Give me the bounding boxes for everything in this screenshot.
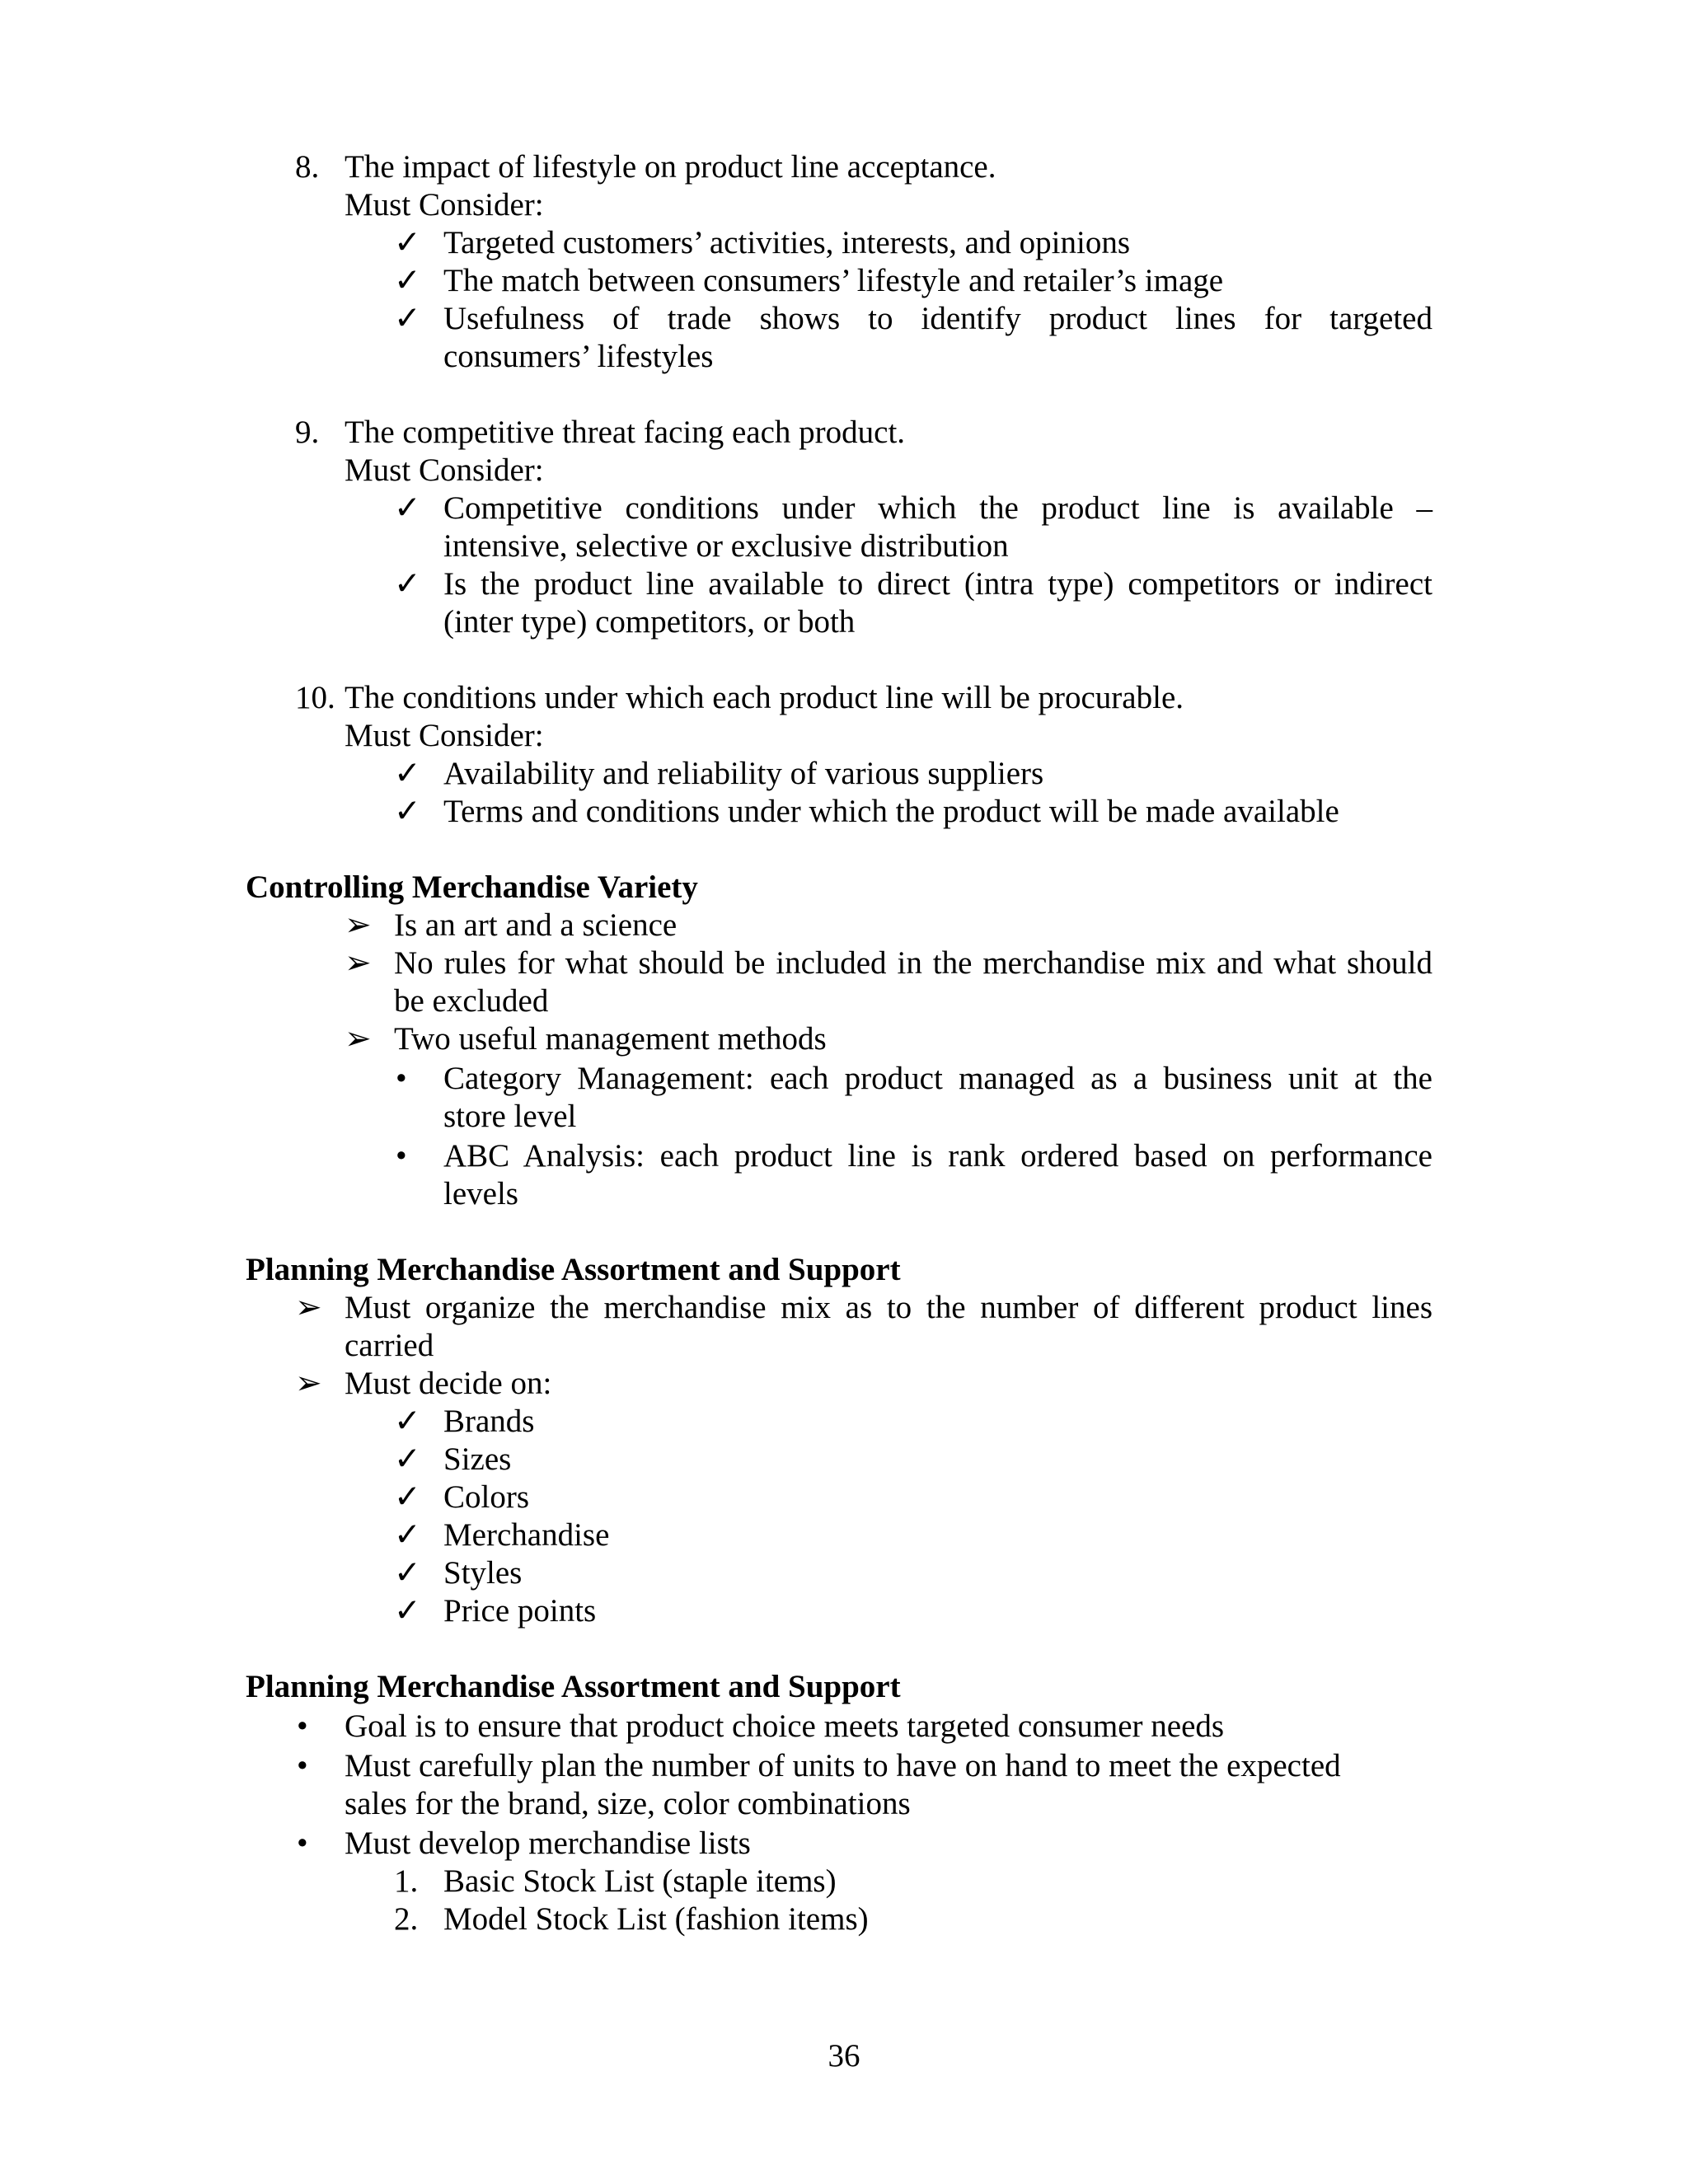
check-item: ✓ Styles bbox=[394, 1555, 523, 1591]
checkmark-icon: ✓ bbox=[394, 1517, 421, 1553]
check-item: ✓ The match between consumers’ lifestyle and retailer’s image bbox=[394, 263, 1224, 298]
arrow-bullet-icon: ➢ bbox=[345, 907, 372, 943]
check-item: ✓ Availability and reliability of various suppliers bbox=[394, 756, 1044, 791]
checkmark-icon: ✓ bbox=[394, 1479, 421, 1515]
checkmark-icon: ✓ bbox=[394, 1593, 421, 1629]
bullet-dot-icon: • bbox=[297, 1825, 308, 1861]
check-item: ✓ Price points bbox=[394, 1593, 597, 1629]
arrow-bullet-icon: ➢ bbox=[345, 1021, 372, 1057]
check-item: ✓ Terms and conditions under which the product will be made available bbox=[394, 794, 1339, 829]
checkmark-icon: ✓ bbox=[394, 263, 421, 298]
numbered-item-10 bbox=[0, 679, 1688, 717]
section-heading: Planning Merchandise Assortment and Support bbox=[246, 1252, 901, 1287]
bullet-dot-icon: • bbox=[297, 1748, 308, 1783]
checkmark-icon: ✓ bbox=[394, 1441, 421, 1477]
check-item: ✓ Merchandise bbox=[394, 1517, 610, 1553]
arrow-item: ➢ Must decide on: bbox=[295, 1366, 552, 1401]
numbered-list-item: 1. Basic Stock List (staple items) bbox=[394, 1863, 837, 1899]
checkmark-icon: ✓ bbox=[394, 756, 421, 791]
check-item: ✓ Brands bbox=[394, 1404, 535, 1439]
bullet-dot-icon: • bbox=[396, 1061, 407, 1096]
bullet-item: • ABC Analysis: each product line is rank ordered based on performance bbox=[396, 1138, 1432, 1174]
check-item: ✓ Targeted customers’ activities, interests, and opinions bbox=[394, 225, 1131, 260]
checkmark-icon: ✓ bbox=[394, 1555, 421, 1591]
item-title: The conditions under which each product line will be procurable. bbox=[345, 680, 1184, 715]
bullet-item: • Must develop merchandise lists bbox=[297, 1825, 751, 1861]
numbered-item-8 bbox=[0, 148, 1688, 186]
checkmark-icon: ✓ bbox=[394, 1404, 421, 1439]
arrow-item: ➢ Two useful management methods bbox=[345, 1021, 827, 1057]
numbered-item-9 bbox=[0, 414, 1688, 452]
checkmark-icon: ✓ bbox=[394, 225, 421, 260]
arrow-item: ➢ Must organize the merchandise mix as to the number of different product lines bbox=[295, 1290, 1432, 1325]
arrow-bullet-icon: ➢ bbox=[295, 1366, 322, 1401]
item-title: The competitive threat facing each product. bbox=[345, 415, 906, 450]
check-item: ✓ Competitive conditions under which the product line is available – bbox=[394, 490, 1432, 526]
document-page: 8. The impact of lifestyle on product line acceptance. Must Consider: ✓ Targeted customers’ activities, interests, and opinions ✓ The match between consumers’ lifestyle and retailer’s image ✓ Usefulness of trade shows to identify product lines for targeted consumers’ lifestyles 9. The competitive threat facing each product. Must Consider: ✓ Competitive conditions under which the product line is available – intensive, selective or exclusive distribution ✓ Is the product line available to direct (intra type) competitors or indirect (inter type) competitors, or both 10. The conditions under which each product line will be procurable. Must Consider: ✓ Availability and reliability of various suppliers ✓ Terms and conditions under which the product will be made available Controlling Merchandise Variety ➢ Is an art and a science ➢ No rules for what should be included in the merchandise mix and what should be excluded ➢ Two useful management methods • Category Management: each product managed as a business unit at the store level • ABC Analysis: each product line is rank ordered based on performance levels Planning Merchandise Assortment and Support ➢ Must organize the merchandise mix as to the number of different product lines carried ➢ Must decide on: ✓ Brands ✓ Sizes ✓ Colors ✓ Merchandise ✓ Styles ✓ Price points Planning Merchandise Assortment and Support • Goal is to ensure that product choice meets targeted consumer needs • Must carefully plan the number of units to have on hand to meet the expected sales for the brand, size, color combinations • Must develop merchandise lists 1. Basic Stock List (staple items) 2. Model Stock List (fashion items) 36 bbox=[0, 0, 1688, 2184]
must-consider-label: Must Consider: bbox=[345, 452, 544, 488]
item-title: The impact of lifestyle on product line acceptance. bbox=[345, 149, 996, 185]
list-number: 1. bbox=[394, 1863, 419, 1899]
check-item: ✓ Usefulness of trade shows to identify product lines for targeted bbox=[394, 301, 1432, 336]
check-item: ✓ Colors bbox=[394, 1479, 530, 1515]
checkmark-icon: ✓ bbox=[394, 566, 421, 602]
bullet-dot-icon: • bbox=[396, 1138, 407, 1174]
arrow-bullet-icon: ➢ bbox=[295, 1290, 322, 1325]
item-number: 10. bbox=[295, 680, 335, 715]
bullet-item: • Category Management: each product managed as a business unit at the bbox=[396, 1061, 1432, 1096]
item-number: 8. bbox=[295, 149, 320, 185]
bullet-item: • Goal is to ensure that product choice meets targeted consumer needs bbox=[297, 1708, 1225, 1744]
page-number: 36 bbox=[828, 2038, 860, 2074]
check-item: ✓ Is the product line available to direct (intra type) competitors or indirect bbox=[394, 566, 1432, 602]
list-number: 2. bbox=[394, 1901, 419, 1937]
must-consider-label: Must Consider: bbox=[345, 187, 544, 223]
section-heading: Planning Merchandise Assortment and Support bbox=[246, 1669, 901, 1704]
checkmark-icon: ✓ bbox=[394, 794, 421, 829]
section-heading: Controlling Merchandise Variety bbox=[246, 869, 698, 905]
item-number: 9. bbox=[295, 415, 320, 450]
arrow-item: ➢ Is an art and a science bbox=[345, 907, 678, 943]
bullet-dot-icon: • bbox=[297, 1708, 308, 1744]
checkmark-icon: ✓ bbox=[394, 490, 421, 526]
arrow-bullet-icon: ➢ bbox=[345, 945, 372, 981]
check-item: ✓ Sizes bbox=[394, 1441, 512, 1477]
bullet-item: • Must carefully plan the number of units to have on hand to meet the expected bbox=[297, 1748, 1341, 1783]
checkmark-icon: ✓ bbox=[394, 301, 421, 336]
must-consider-label: Must Consider: bbox=[345, 718, 544, 753]
numbered-list-item: 2. Model Stock List (fashion items) bbox=[394, 1901, 869, 1937]
arrow-item: ➢ No rules for what should be included in the merchandise mix and what should bbox=[345, 945, 1432, 981]
